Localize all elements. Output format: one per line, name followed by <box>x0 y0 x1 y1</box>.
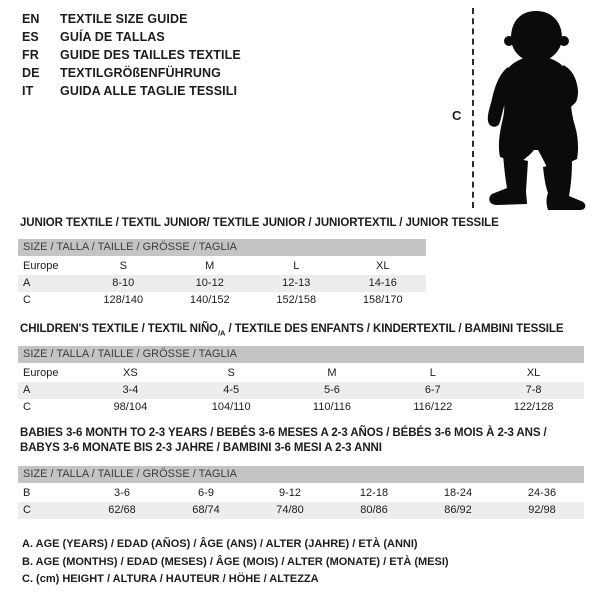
row-label-cell: B <box>23 487 31 499</box>
size-cell: 86/92 <box>444 504 472 516</box>
table-row <box>18 258 426 275</box>
size-bar: SIZE / TALLA / TAILLE / GRÖSSE / TAGLIA <box>18 346 584 363</box>
size-cell: XL <box>526 367 541 379</box>
language-row <box>22 64 241 82</box>
size-cell: L <box>429 367 436 379</box>
size-bar: SIZE / TALLA / TAILLE / GRÖSSE / TAGLIA <box>18 466 584 483</box>
size-cell: XS <box>123 367 138 379</box>
children-table-heading-text: CHILDREN'S TEXTILE / TEXTIL NIÑO <box>20 323 219 335</box>
size-cell: 98/104 <box>113 401 148 413</box>
junior-size-table <box>18 239 426 309</box>
size-cell: 152/158 <box>276 294 317 306</box>
size-bar: SIZE / TALLA / TAILLE / GRÖSSE / TAGLIA <box>18 239 426 256</box>
size-cell: M <box>327 367 337 379</box>
size-cell: 80/86 <box>360 504 388 516</box>
babies-size-table <box>18 466 584 519</box>
size-cell: 8-10 <box>112 277 135 289</box>
height-measure-dashed-line <box>472 8 474 208</box>
size-cell: 12-13 <box>282 277 311 289</box>
size-cell: 68/74 <box>192 504 220 516</box>
row-label-cell: C <box>23 401 31 413</box>
language-row <box>22 28 241 46</box>
size-cell: 104/110 <box>211 401 251 413</box>
size-cell: 140/152 <box>189 294 230 306</box>
size-cell: 62/68 <box>108 504 136 516</box>
size-cell: 6-7 <box>424 384 441 396</box>
footnote-c: C. (cm) HEIGHT / ALTURA / HAUTEUR / HÖHE / ALTEZZA <box>22 573 319 585</box>
junior-table-heading <box>20 216 499 231</box>
language-row <box>22 46 241 64</box>
children-size-table <box>18 346 584 416</box>
children-table-heading-text: / TEXTILE DES ENFANTS / KINDERTEXTIL / BAMBINI TESSILE <box>225 323 564 335</box>
junior-table-heading-text: JUNIOR TEXTILE / TEXTIL JUNIOR/ TEXTILE JUNIOR / JUNIORTEXTIL / JUNIOR TESSILE <box>20 217 499 229</box>
guide-title: GUIDE DES TAILLES TEXTILE <box>60 48 241 62</box>
footnote-b: B. AGE (MONTHS) / EDAD (MESES) / ÂGE (MOIS) / ALTER (MONATE) / ETÀ (MESI) <box>22 555 449 568</box>
size-cell: 10-12 <box>195 277 224 289</box>
language-row <box>22 82 241 100</box>
guide-title: GUÍA DE TALLAS <box>60 30 165 44</box>
size-cell: 24-36 <box>527 487 557 499</box>
size-cell: 122/128 <box>513 401 554 413</box>
language-code: IT <box>22 84 34 98</box>
row-label-cell: Europe <box>23 260 59 272</box>
babies-table-heading-line1: BABIES 3-6 MONTH TO 2-3 YEARS / BEBÉS 3-6 MESES A 2-3 AÑOS / BÉBÉS 3-6 MOIS À 2-3 ANS / <box>20 427 547 439</box>
size-cell: 9-12 <box>278 487 302 499</box>
size-cell: S <box>119 260 127 272</box>
language-code: ES <box>22 30 39 44</box>
table-row <box>18 275 426 292</box>
size-cell: 74/80 <box>276 504 304 516</box>
children-table-heading-subscript: /A <box>218 328 226 338</box>
table-row <box>18 292 426 309</box>
language-code: FR <box>22 48 39 62</box>
toddler-silhouette-icon <box>483 5 593 215</box>
size-cell: 5-6 <box>324 384 340 396</box>
table-row <box>18 399 584 416</box>
size-cell: XL <box>376 260 390 272</box>
language-row <box>22 10 241 28</box>
row-label-cell: Europe <box>23 367 59 379</box>
babies-table-heading-line2: BABYS 3-6 MONATE BIS 2-3 JAHRE / BAMBINI 3-6 MESI A 2-3 ANNI <box>20 442 382 454</box>
size-cell: L <box>293 260 300 272</box>
size-cell: 3-4 <box>122 384 139 396</box>
size-cell: 128/140 <box>103 294 144 306</box>
row-label-cell: A <box>23 277 31 289</box>
language-title-list <box>22 10 241 100</box>
size-cell: 4-5 <box>223 384 240 396</box>
table-row <box>18 502 584 519</box>
height-measure-label: C <box>452 108 462 123</box>
children-table-heading <box>20 322 563 340</box>
size-cell: 110/116 <box>312 401 352 413</box>
size-cell: 18-24 <box>443 487 473 499</box>
row-label-cell: C <box>23 294 31 306</box>
table-row <box>18 382 584 399</box>
size-cell: 7-8 <box>525 384 542 396</box>
size-cell: 12-18 <box>359 487 389 499</box>
babies-table-heading <box>20 426 547 456</box>
guide-title: GUIDA ALLE TAGLIE TESSILI <box>60 84 238 98</box>
size-cell: 92/98 <box>528 504 556 516</box>
guide-title: TEXTILE SIZE GUIDE <box>60 12 188 26</box>
row-label-cell: C <box>23 504 31 516</box>
language-code: DE <box>22 66 40 80</box>
size-cell: 14-16 <box>368 277 397 289</box>
row-label-cell: A <box>23 384 31 396</box>
size-cell: 116/122 <box>413 401 453 413</box>
size-cell: 3-6 <box>114 487 130 499</box>
size-cell: 158/170 <box>362 294 403 306</box>
size-cell: M <box>205 260 215 272</box>
footnote-a: A. AGE (YEARS) / EDAD (AÑOS) / ÂGE (ANS) / ALTER (JAHRE) / ETÀ (ANNI) <box>22 538 418 550</box>
table-row <box>18 485 584 502</box>
size-cell: 6-9 <box>198 487 214 499</box>
table-row <box>18 365 584 382</box>
language-code: EN <box>22 12 40 26</box>
guide-title: TEXTILGRÖßENFÜHRUNG <box>60 66 221 80</box>
size-cell: S <box>227 367 235 379</box>
footnote-legend <box>22 536 449 589</box>
